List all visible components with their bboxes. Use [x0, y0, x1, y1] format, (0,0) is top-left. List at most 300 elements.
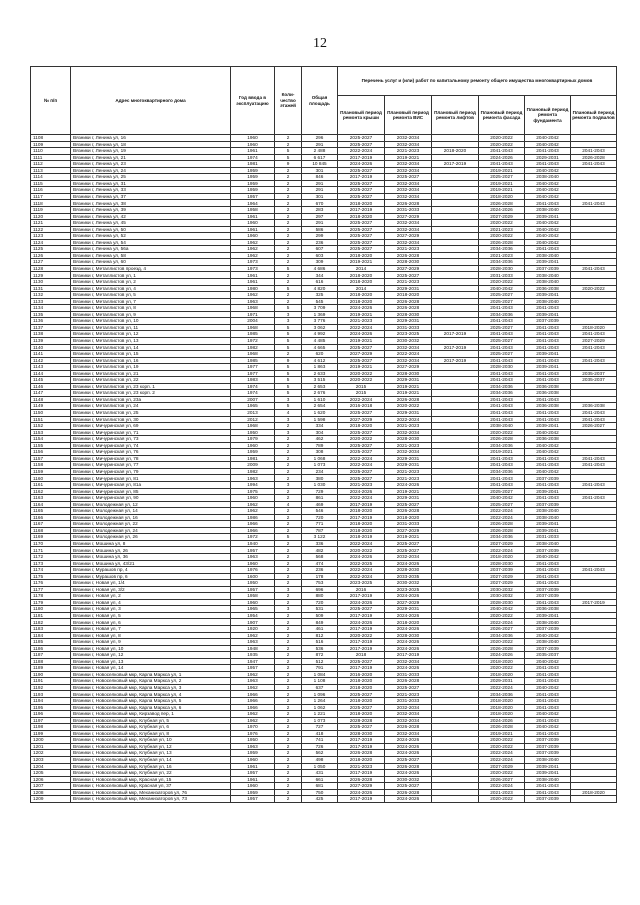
cell-facade-period: 2041-2043: [479, 462, 525, 469]
cell-year-built: 1962: [231, 292, 275, 299]
cell-floors: 2: [275, 193, 302, 200]
cell-roof-period: 2019-2021: [338, 311, 385, 318]
cell-row-number: 1158: [31, 462, 71, 469]
cell-year-built: 1960: [231, 141, 275, 148]
cell-address: Вязники г, Новоселковый мкр, Карла Маркса ул, 2: [71, 678, 231, 685]
cell-engineering-period: 2026-2028: [385, 396, 432, 403]
cell-foundation-period: 2041-2043: [525, 704, 571, 711]
cell-engineering-period: 2033-2035: [385, 573, 432, 580]
cell-address: Вязники г, Новоселковый мкр, Красная ул, 15: [71, 776, 231, 783]
cell-total-area: 720: [302, 514, 338, 521]
cell-address: Вязники г, Ленина ул, 50: [71, 226, 231, 233]
cell-total-area: 545: [302, 298, 338, 305]
cell-roof-period: 2022-2024: [338, 540, 385, 547]
cell-foundation-period: 2041-2043: [525, 691, 571, 698]
cell-row-number: 1163: [31, 495, 71, 502]
cell-facade-period: 2040-2042: [479, 606, 525, 613]
cell-row-number: 1121: [31, 220, 71, 227]
cell-year-built: 1972: [231, 337, 275, 344]
cell-address: Вязники г, Мичуринская ул, 81а: [71, 481, 231, 488]
cell-total-area: 10 845: [302, 161, 338, 168]
cell-basement-period: 2041-2043: [571, 567, 617, 574]
cell-roof-period: 2025-2027: [338, 167, 385, 174]
cell-address: Вязники г, Металлистов ул, 16: [71, 357, 231, 364]
cell-facade-period: 2020-2022: [479, 279, 525, 286]
cell-floors: 2: [275, 279, 302, 286]
cell-foundation-period: 2036-2038: [525, 436, 571, 443]
cell-address: Вязники г, Металлистов ул, 5: [71, 292, 231, 299]
cell-row-number: 1137: [31, 324, 71, 331]
header-area: Общая площадь: [302, 67, 338, 135]
cell-row-number: 1168: [31, 527, 71, 534]
cell-total-area: 812: [302, 632, 338, 639]
cell-address: Вязники г, Металлистов ул, 9: [71, 311, 231, 318]
cell-facade-period: 2034-2036: [479, 246, 525, 253]
cell-engineering-period: 2027-2029: [385, 213, 432, 220]
cell-year-built: 1966: [231, 527, 275, 534]
cell-floors: 5: [275, 390, 302, 397]
cell-roof-period: 2017-2019: [338, 514, 385, 521]
cell-foundation-period: 2038-2040: [525, 540, 571, 547]
cell-address: Вязники г, Новоселковый мкр, Клубная ул, 14: [71, 756, 231, 763]
cell-total-area: 1 369: [302, 311, 338, 318]
cell-engineering-period: 2021-2023: [385, 691, 432, 698]
cell-engineering-period: 2031-2033: [385, 671, 432, 678]
cell-facade-period: 2022-2024: [479, 783, 525, 790]
cell-year-built: 2007: [231, 396, 275, 403]
cell-floors: 3: [275, 586, 302, 593]
cell-row-number: 1166: [31, 514, 71, 521]
cell-facade-period: 2022-2024: [479, 756, 525, 763]
cell-facade-period: 2025-2027: [479, 351, 525, 358]
cell-facade-period: 2041-2043: [479, 403, 525, 410]
cell-roof-period: 2017-2019: [338, 665, 385, 672]
cell-row-number: 1183: [31, 626, 71, 633]
cell-engineering-period: 2025-2027: [385, 501, 432, 508]
cell-total-area: 3 122: [302, 534, 338, 541]
cell-address: Вязники г, Новоселковый мкр, Клубная ул, 8: [71, 730, 231, 737]
cell-address: Вязники г, Новоселковый мкр, Механизаторов ул, 73: [71, 796, 231, 803]
cell-total-area: 462: [302, 436, 338, 443]
cell-address: Вязники г, Новоселковый мкр, Карла Маркса ул, 6: [71, 704, 231, 711]
cell-floors: 2: [275, 763, 302, 770]
cell-year-built: 1964: [231, 200, 275, 207]
cell-facade-period: 2018-2020: [479, 711, 525, 718]
cell-year-built: 1950: [231, 429, 275, 436]
cell-floors: 5: [275, 370, 302, 377]
cell-total-area: 661: [302, 776, 338, 783]
cell-address: Вязники г, Ленина ул, 42: [71, 213, 231, 220]
cell-address: Вязники г, Новая ул, 10: [71, 645, 231, 652]
cell-engineering-period: 2017-2019: [385, 652, 432, 659]
cell-floors: 2: [275, 573, 302, 580]
cell-facade-period: 2027-2029: [479, 763, 525, 770]
cell-foundation-period: 2039-2041: [525, 292, 571, 299]
cell-row-number: 1138: [31, 331, 71, 338]
cell-address: Вязники г, Новая ул, 8: [71, 632, 231, 639]
cell-floors: 3: [275, 429, 302, 436]
cell-foundation-period: 2040-2042: [525, 180, 571, 187]
cell-facade-period: 2018-2020: [479, 671, 525, 678]
cell-year-built: 1965: [231, 403, 275, 410]
cell-foundation-period: 2041-2043: [525, 462, 571, 469]
cell-engineering-period: 2032-2034: [385, 220, 432, 227]
cell-floors: 2: [275, 743, 302, 750]
cell-row-number: 1111: [31, 154, 71, 161]
cell-address: Вязники г, Молодежная ул, 14: [71, 508, 231, 515]
cell-engineering-period: 2028-2030: [385, 436, 432, 443]
cell-total-area: 1 073: [302, 462, 338, 469]
cell-total-area: 670: [302, 200, 338, 207]
cell-engineering-period: 2026-2028: [385, 678, 432, 685]
cell-facade-period: 2027-2029: [479, 573, 525, 580]
cell-roof-period: 2028-2028: [338, 717, 385, 724]
cell-row-number: 1109: [31, 141, 71, 148]
cell-foundation-period: 2040-2042: [525, 442, 571, 449]
cell-engineering-period: 2019-2021: [385, 390, 432, 397]
cell-address: Вязники г, Металлистов ул, 23 корп. 2: [71, 390, 231, 397]
cell-engineering-period: 2032-2034: [385, 449, 432, 456]
cell-foundation-period: 2040-2042: [525, 226, 571, 233]
cell-total-area: 1 620: [302, 409, 338, 416]
cell-year-built: 1979: [231, 436, 275, 443]
cell-floors: 2: [275, 789, 302, 796]
cell-roof-period: 2024-2026: [338, 488, 385, 495]
cell-row-number: 1154: [31, 436, 71, 443]
cell-foundation-period: 2037-2039: [525, 743, 571, 750]
cell-facade-period: 2020-2022: [479, 770, 525, 777]
cell-roof-period: 2015: [338, 390, 385, 397]
cell-facade-period: 2018-2020: [479, 554, 525, 561]
cell-total-area: 546: [302, 508, 338, 515]
cell-address: Вязники г, Мичуринская ул, 74: [71, 442, 231, 449]
cell-row-number: 1124: [31, 239, 71, 246]
cell-floors: 5: [275, 265, 302, 272]
cell-facade-period: 2020-2022: [479, 737, 525, 744]
cell-engineering-period: 2021-2023: [385, 279, 432, 286]
cell-total-area: 880: [302, 593, 338, 600]
cell-floors: 2: [275, 252, 302, 259]
cell-engineering-period: 2032-2034: [385, 135, 432, 142]
cell-roof-period: 2022-2024: [338, 148, 385, 155]
cell-total-area: 3 062: [302, 324, 338, 331]
cell-total-area: 4 992: [302, 331, 338, 338]
cell-total-area: 1 221: [302, 711, 338, 718]
cell-floors: 2: [275, 547, 302, 554]
cell-floors: 2: [275, 783, 302, 790]
cell-foundation-period: 2040-2042: [525, 449, 571, 456]
cell-year-built: 1959: [231, 789, 275, 796]
cell-facade-period: 2026-2028: [479, 239, 525, 246]
cell-row-number: 1125: [31, 246, 71, 253]
cell-roof-period: 2025-2027: [338, 606, 385, 613]
cell-foundation-period: 2040-2042: [525, 684, 571, 691]
cell-engineering-period: 2029-2031: [385, 377, 432, 384]
cell-engineering-period: 2029-2031: [385, 409, 432, 416]
cell-row-number: 1206: [31, 776, 71, 783]
cell-engineering-period: 2030-2032: [385, 776, 432, 783]
cell-basement-period: 2020-2022: [571, 285, 617, 292]
cell-foundation-period: 2041-2043: [525, 717, 571, 724]
cell-year-built: 1961: [231, 148, 275, 155]
cell-engineering-period: 2024-2026: [385, 743, 432, 750]
cell-facade-period: 2025-2027: [479, 324, 525, 331]
cell-roof-period: 2019-2021: [338, 259, 385, 266]
cell-foundation-period: 2041-2043: [525, 495, 571, 502]
cell-elevator-period: 2017-2019: [432, 357, 479, 364]
cell-elevator-period: 2017-2019: [432, 344, 479, 351]
cell-row-number: 1178: [31, 593, 71, 600]
cell-total-area: 301: [302, 193, 338, 200]
cell-roof-period: 2025-2027: [338, 180, 385, 187]
cell-foundation-period: 2039-2041: [525, 213, 571, 220]
cell-roof-period: 2027-2029: [338, 351, 385, 358]
cell-address: Вязники г, Новоселковый мкр, Клубная ул, 13: [71, 750, 231, 757]
cell-floors: 2: [275, 684, 302, 691]
cell-engineering-period: 2031-2033: [385, 324, 432, 331]
cell-year-built: 1963: [231, 298, 275, 305]
header-roof: Плановый период ремонта крыши: [338, 96, 385, 135]
cell-facade-period: 2034-2036: [479, 390, 525, 397]
cell-foundation-period: 2041-2043: [525, 370, 571, 377]
cell-row-number: 1169: [31, 534, 71, 541]
cell-engineering-period: 2025-2027: [385, 756, 432, 763]
cell-floors: 2: [275, 730, 302, 737]
cell-total-area: 3 709: [302, 305, 338, 312]
cell-engineering-period: 2027-2029: [385, 233, 432, 240]
cell-total-area: 512: [302, 658, 338, 665]
cell-floors: 2: [275, 220, 302, 227]
cell-engineering-period: 2021-2023: [385, 442, 432, 449]
cell-address: Вязники г, Мичуринская ул, 69: [71, 423, 231, 430]
cell-roof-period: 2020-2022: [338, 547, 385, 554]
cell-foundation-period: 2041-2043: [525, 599, 571, 606]
cell-year-built: 1966: [231, 698, 275, 705]
cell-roof-period: 2018-2020: [338, 279, 385, 286]
cell-row-number: 1194: [31, 698, 71, 705]
cell-facade-period: 2027-2029: [479, 213, 525, 220]
cell-foundation-period: 2040-2042: [525, 468, 571, 475]
cell-roof-period: 2025-2027: [338, 429, 385, 436]
cell-foundation-period: 2029-2031: [525, 154, 571, 161]
cell-roof-period: 2025-2027: [338, 475, 385, 482]
cell-floors: 2: [275, 495, 302, 502]
cell-total-area: 531: [302, 606, 338, 613]
cell-floors: 2: [275, 593, 302, 600]
cell-facade-period: 2022-2024: [479, 619, 525, 626]
cell-engineering-period: 2024-2026: [385, 645, 432, 652]
cell-year-built: 1960: [231, 495, 275, 502]
cell-foundation-period: 2039-2041: [525, 364, 571, 371]
cell-foundation-period: 2041-2043: [525, 324, 571, 331]
cell-roof-period: 2028-2030: [338, 730, 385, 737]
cell-roof-period: 2019-2021: [338, 364, 385, 371]
cell-year-built: 1957: [231, 770, 275, 777]
cell-floors: 2: [275, 272, 302, 279]
cell-engineering-period: 2026-2028: [385, 724, 432, 731]
cell-row-number: 1189: [31, 665, 71, 672]
cell-address: Вязники г, Металлистов ул, 10: [71, 318, 231, 325]
cell-row-number: 1174: [31, 567, 71, 574]
cell-row-number: 1197: [31, 717, 71, 724]
cell-floors: 2: [275, 521, 302, 528]
cell-total-area: 4 820: [302, 285, 338, 292]
cell-address: Вязники г, Мичуринская ул, 81: [71, 475, 231, 482]
cell-facade-period: 2019-2021: [479, 187, 525, 194]
cell-facade-period: 2027-2029: [479, 540, 525, 547]
cell-basement-period: 2027-2029: [571, 337, 617, 344]
cell-roof-period: 2017-2019: [338, 626, 385, 633]
cell-floors: 2: [275, 796, 302, 803]
cell-roof-period: 2024-2026: [338, 619, 385, 626]
cell-roof-period: 2018-2020: [338, 527, 385, 534]
cell-floors: 2: [275, 711, 302, 718]
capital-repair-table: [30, 66, 617, 803]
cell-total-area: 1 068: [302, 455, 338, 462]
cell-roof-period: 2024-2026: [338, 789, 385, 796]
cell-floors: 3: [275, 311, 302, 318]
cell-floors: 2: [275, 488, 302, 495]
cell-floors: 2: [275, 167, 302, 174]
cell-total-area: 1 598: [302, 416, 338, 423]
cell-address: Вязники г, Ленина ул, 31: [71, 180, 231, 187]
cell-year-built: 1959: [231, 750, 275, 757]
cell-address: Вязники г, Новоселковый мкр, Клубная ул, 5: [71, 717, 231, 724]
cell-facade-period: 2021-2023: [479, 226, 525, 233]
cell-total-area: 789: [302, 442, 338, 449]
cell-year-built: 2012: [231, 416, 275, 423]
cell-facade-period: 2041-2043: [479, 396, 525, 403]
cell-row-number: 1201: [31, 743, 71, 750]
cell-floors: 5: [275, 331, 302, 338]
cell-total-area: 787: [302, 527, 338, 534]
cell-roof-period: 2025-2027: [338, 193, 385, 200]
cell-foundation-period: 2031-2033: [525, 534, 571, 541]
cell-roof-period: 2025-2027: [338, 357, 385, 364]
cell-foundation-period: 2041-2043: [525, 580, 571, 587]
cell-foundation-period: 2039-2041: [525, 311, 571, 318]
cell-engineering-period: 2024-2026: [385, 626, 432, 633]
cell-engineering-period: 2018-2020: [385, 514, 432, 521]
cell-address: Вязники г, Металлистов ул, 11: [71, 324, 231, 331]
cell-total-area: 791: [302, 665, 338, 672]
cell-engineering-period: 2024-2026: [385, 665, 432, 672]
cell-foundation-period: 2041-2043: [525, 305, 571, 312]
cell-engineering-period: 2026-2028: [385, 508, 432, 515]
cell-year-built: 1980: [231, 285, 275, 292]
cell-year-built: 1959: [231, 167, 275, 174]
cell-row-number: 1191: [31, 678, 71, 685]
cell-facade-period: 2026-2028: [479, 436, 525, 443]
cell-roof-period: 2025-2027: [338, 442, 385, 449]
cell-engineering-period: 2020-2022: [385, 403, 432, 410]
cell-year-built: 1968: [231, 305, 275, 312]
cell-roof-period: 2016-2018: [338, 403, 385, 410]
cell-engineering-period: 2024-2026: [385, 639, 432, 646]
cell-engineering-period: 2026-2028: [385, 789, 432, 796]
cell-floors: 5: [275, 148, 302, 155]
cell-address: Вязники г, Новая ул, 3/2: [71, 586, 231, 593]
cell-facade-period: 2041-2043: [479, 377, 525, 384]
cell-floors: 5: [275, 364, 302, 371]
cell-row-number: 1139: [31, 337, 71, 344]
cell-row-number: 1203: [31, 756, 71, 763]
cell-address: Вязники г, Ленина ул, 60: [71, 259, 231, 266]
cell-engineering-period: 2025-2027: [385, 684, 432, 691]
cell-floors: 5: [275, 534, 302, 541]
cell-floors: 2: [275, 213, 302, 220]
cell-basement-period: 2041-2043: [571, 344, 617, 351]
cell-total-area: 616: [302, 279, 338, 286]
cell-address: Вязники г, Мичуринская ул, 76: [71, 449, 231, 456]
cell-elevator-period: 2018-2020: [432, 148, 479, 155]
cell-year-built: 2004: [231, 318, 275, 325]
cell-floors: 2: [275, 423, 302, 430]
cell-address: Вязники г, Металлистов ул, 30: [71, 416, 231, 423]
capital-repair-table-container: [30, 66, 616, 803]
cell-row-number: 1195: [31, 704, 71, 711]
cell-total-area: 620: [302, 351, 338, 358]
cell-floors: 2: [275, 554, 302, 561]
cell-roof-period: 2018-2020: [338, 711, 385, 718]
cell-address: Вязники г, Ленина ул, 23: [71, 161, 231, 168]
cell-total-area: 291: [302, 141, 338, 148]
cell-address: Вязники г, Новоселковый мкр, Карла Маркса ул, 3: [71, 684, 231, 691]
cell-floors: 2: [275, 691, 302, 698]
cell-foundation-period: 2037-2039: [525, 547, 571, 554]
cell-total-area: 681: [302, 783, 338, 790]
cell-row-number: 1185: [31, 639, 71, 646]
cell-total-area: 603: [302, 252, 338, 259]
cell-foundation-period: 2037-2039: [525, 593, 571, 600]
cell-total-area: 1 108: [302, 678, 338, 685]
cell-foundation-period: 2039-2041: [525, 612, 571, 619]
cell-floors: 2: [275, 750, 302, 757]
cell-year-built: 1965: [231, 606, 275, 613]
cell-facade-period: 2028-2030: [479, 364, 525, 371]
cell-engineering-period: 2031-2033: [385, 698, 432, 705]
cell-engineering-period: 2024-2026: [385, 737, 432, 744]
cell-total-area: 297: [302, 213, 338, 220]
cell-foundation-period: 2039-2041: [525, 527, 571, 534]
cell-facade-period: 2034-2036: [479, 534, 525, 541]
cell-floors: 2: [275, 200, 302, 207]
cell-foundation-period: 2040-2042: [525, 193, 571, 200]
cell-row-number: 1110: [31, 148, 71, 155]
cell-engineering-period: 2024-2026: [385, 796, 432, 803]
cell-address: Вязники г, Новая ул, 13: [71, 658, 231, 665]
cell-engineering-period: 2022-2024: [385, 351, 432, 358]
cell-year-built: 1957: [231, 193, 275, 200]
cell-facade-period: 2041-2043: [479, 475, 525, 482]
cell-row-number: 1199: [31, 730, 71, 737]
cell-floors: 3: [275, 416, 302, 423]
cell-floors: 2: [275, 612, 302, 619]
cell-total-area: 2 676: [302, 390, 338, 397]
cell-row-number: 1108: [31, 135, 71, 142]
cell-engineering-period: 2028-2030: [385, 632, 432, 639]
cell-total-area: 1 030: [302, 481, 338, 488]
cell-facade-period: 2025-2027: [479, 337, 525, 344]
cell-roof-period: 2027-2029: [338, 416, 385, 423]
cell-row-number: 1198: [31, 724, 71, 731]
cell-facade-period: 2020-2022: [479, 612, 525, 619]
cell-floors: 2: [275, 455, 302, 462]
cell-total-area: 6 617: [302, 154, 338, 161]
cell-address: Вязники г, Ленина ул, 38: [71, 200, 231, 207]
cell-address: Вязники г, Ленина ул, 19: [71, 148, 231, 155]
cell-row-number: 1123: [31, 233, 71, 240]
